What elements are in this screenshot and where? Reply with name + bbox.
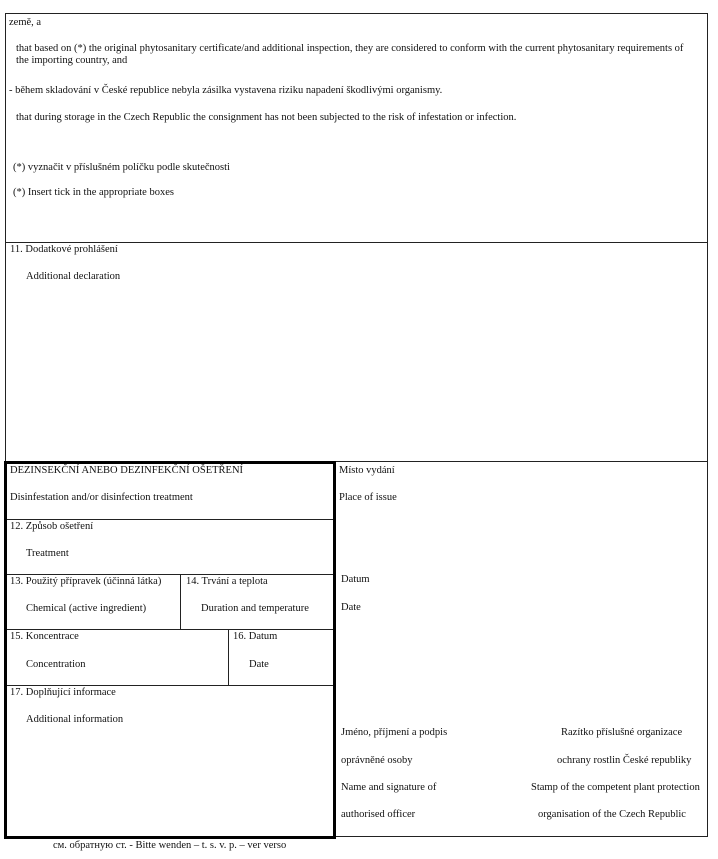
stamp-label-cz-1: Razítko příslušné organizace: [561, 727, 683, 738]
verso-note: см. обратную ст. - Bitte wenden – t. s. v. p. – ver verso: [53, 840, 287, 851]
field-15-label-en: Concentration: [26, 659, 86, 670]
officer-name-label-cz-2: oprávněné osoby: [341, 755, 413, 766]
storage-statement-cz: - během skladování v České republice nebyla zásilka vystavena riziku napadení škodlivými organismy.: [9, 85, 443, 96]
field-12-label-cz: 12. Způsob ošetření: [10, 521, 94, 532]
storage-statement-en: that during storage in the Czech Republic the consignment has not been subjected to the risk of infestation or infection.: [16, 112, 517, 123]
field-14-label-cz: 14. Trvání a teplota: [186, 576, 268, 587]
officer-name-label-en-2: authorised officer: [341, 809, 416, 820]
treatment-heading-cz: DEZINSEKČNÍ ANEBO DEZINFEKČNÍ OŠETŘENÍ: [10, 465, 244, 476]
stamp-label-cz-2: ochrany rostlin České republiky: [557, 755, 692, 766]
treatment-heading-en: Disinfestation and/or disinfection treatment: [10, 492, 193, 503]
country-line: země, a: [9, 17, 42, 28]
treatment-block: [4, 461, 336, 839]
place-of-issue-label-en: Place of issue: [339, 492, 397, 503]
officer-name-label-cz-1: Jméno, příjmení a podpis: [341, 727, 448, 738]
officer-name-label-en-1: Name and signature of: [341, 782, 437, 793]
divider-f15: [7, 629, 333, 630]
footnote-en: (*) Insert tick in the appropriate boxes: [13, 187, 174, 198]
date-label-en: Date: [341, 602, 361, 613]
field-13-label-en: Chemical (active ingredient): [26, 603, 147, 614]
footnote-cz: (*) vyznačit v příslušném políčku podle skutečnosti: [13, 162, 230, 173]
stamp-label-en-2: organisation of the Czech Republic: [538, 809, 686, 820]
divider-declaration: [5, 242, 708, 243]
divider-f12: [7, 519, 333, 520]
field-13-label-cz: 13. Použitý přípravek (účinná látka): [10, 576, 162, 587]
field-16-label-en: Date: [249, 659, 269, 670]
divider-f15-f16: [228, 629, 229, 685]
additional-declaration-label-en: Additional declaration: [26, 271, 121, 282]
field-14-label-en: Duration and temperature: [201, 603, 309, 614]
divider-f17: [7, 685, 333, 686]
conform-statement: that based on (*) the original phytosanitary certificate/and additional inspection, they are considered to conform with the current phytosanitary requirements of the importing country, and: [16, 43, 684, 66]
divider-f13: [7, 574, 333, 575]
field-12-label-en: Treatment: [26, 548, 69, 559]
divider-f13-f14: [180, 574, 181, 629]
stamp-label-en-1: Stamp of the competent plant protection: [531, 782, 700, 793]
additional-declaration-label-cz: 11. Dodatkové prohlášení: [10, 244, 118, 255]
field-17-label-cz: 17. Doplňující informace: [10, 687, 116, 698]
date-label-cz: Datum: [341, 574, 370, 585]
field-16-label-cz: 16. Datum: [233, 631, 278, 642]
place-of-issue-label-cz: Místo vydání: [339, 465, 395, 476]
field-15-label-cz: 15. Koncentrace: [10, 631, 79, 642]
field-17-label-en: Additional information: [26, 714, 124, 725]
